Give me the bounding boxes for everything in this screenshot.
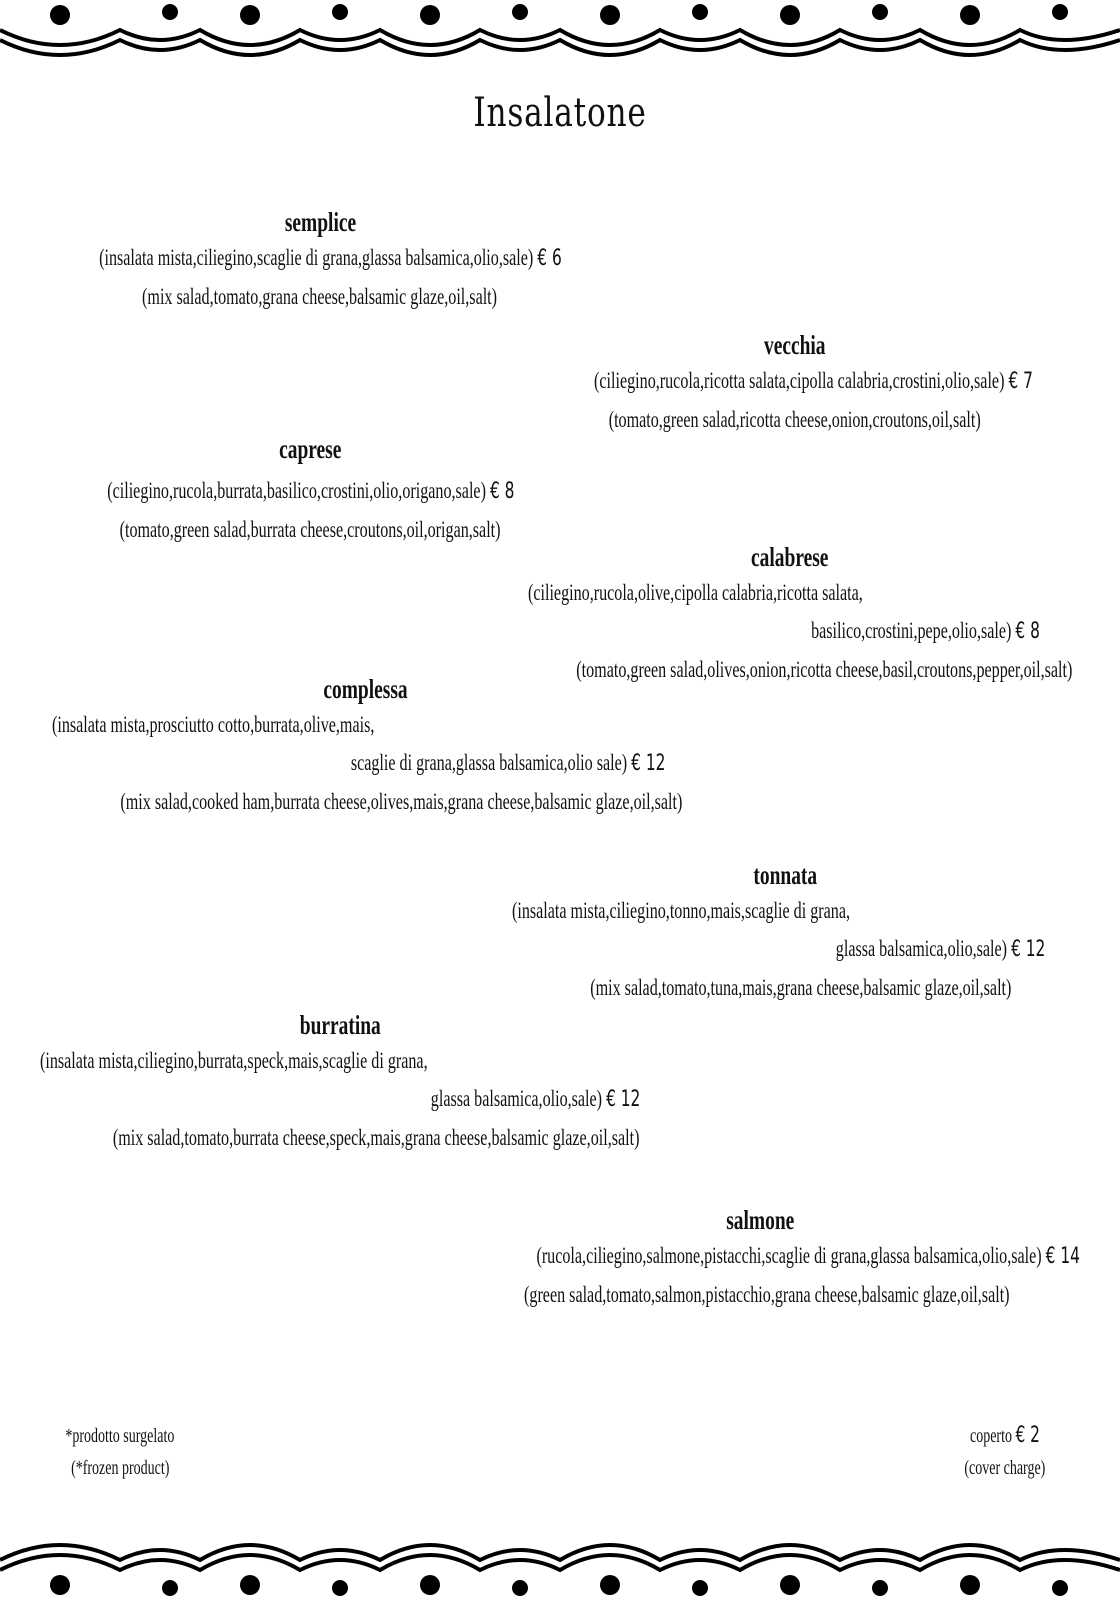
menu-item-burratina <box>0 1008 680 1157</box>
item-ingredients: (insalata mista,ciliegino,scaglie di grana,glassa balsamica,olio,sale) <box>99 245 534 270</box>
item-ingredients-cont: glassa balsamica,olio,sale) <box>430 1086 602 1111</box>
item-translation: (tomato,green salad,olives,onion,ricotta cheese,basil,croutons,pepper,oil,salt) <box>576 657 1073 682</box>
item-translation: (tomato,green salad,ricotta cheese,onion,croutons,oil,salt) <box>609 407 981 432</box>
ornamental-border-top <box>0 0 1120 60</box>
menu-item-vecchia <box>500 328 1090 439</box>
item-price: € 8 <box>489 479 515 504</box>
menu-item-salmone <box>420 1203 1100 1314</box>
item-ingredients: (ciliegino,rucola,olive,cipolla calabria,ricotta salata, <box>528 580 863 605</box>
menu-item-semplice <box>0 205 640 316</box>
cover-price: € 2 <box>1015 1423 1040 1448</box>
item-ingredients: (insalata mista,ciliegino,burrata,speck,mais,scaglie di grana, <box>40 1048 428 1073</box>
item-price: € 12 <box>630 751 665 776</box>
item-translation: (mix salad,cooked ham,burrata cheese,olives,mais,grana cheese,balsamic glaze,oil,salt) <box>120 789 683 814</box>
menu-item-complessa <box>0 672 730 821</box>
item-name: salmone <box>725 1205 795 1235</box>
item-name: semplice <box>284 207 356 237</box>
ornamental-border-bottom <box>0 1540 1120 1600</box>
item-ingredients: (insalata mista,prosciutto cotto,burrata,olive,mais, <box>52 712 375 737</box>
item-price: € 12 <box>605 1087 640 1112</box>
item-name: burratina <box>299 1010 381 1040</box>
item-price: € 14 <box>1045 1244 1080 1269</box>
item-price: € 8 <box>1015 619 1040 644</box>
item-name: tonnata <box>753 860 817 890</box>
item-name: complessa <box>322 674 408 704</box>
cover-charge: coperto € 2 (cover charge) <box>964 1423 1046 1479</box>
item-ingredients: (ciliegino,rucola,ricotta salata,cipolla calabria,crostini,olio,sale) <box>594 368 1005 393</box>
item-price: € 7 <box>1008 369 1033 394</box>
item-ingredients: (rucola,ciliegino,salmone,pistacchi,scaglie di grana,glassa balsamica,olio,sale) <box>536 1243 1042 1268</box>
menu-item-caprese <box>20 432 600 549</box>
page-title: Insalatone <box>473 90 647 136</box>
item-ingredients: (ciliegino,rucola,burrata,basilico,crostini,olio,origano,sale) <box>107 478 486 503</box>
item-ingredients-cont: basilico,crostini,pepe,olio,sale) <box>811 618 1012 643</box>
item-translation: (tomato,green salad,burrata cheese,croutons,oil,origan,salt) <box>119 517 501 542</box>
item-translation: (green salad,tomato,salmon,pistacchio,grana cheese,balsamic glaze,oil,salt) <box>524 1282 1010 1307</box>
item-price: € 12 <box>1010 937 1045 962</box>
item-translation: (mix salad,tomato,grana cheese,balsamic glaze,oil,salt) <box>142 284 498 309</box>
item-name: vecchia <box>764 330 826 360</box>
menu-item-calabrese <box>470 540 1110 689</box>
item-price: € 6 <box>537 246 562 271</box>
frozen-note: *prodotto surgelato (*frozen product) <box>65 1425 175 1479</box>
item-name: caprese <box>278 434 342 464</box>
item-translation: (mix salad,tomato,tuna,mais,grana cheese,balsamic glaze,oil,salt) <box>590 975 1012 1000</box>
item-translation: (mix salad,tomato,burrata cheese,speck,mais,grana cheese,balsamic glaze,oil,salt) <box>112 1125 640 1150</box>
item-ingredients-cont: scaglie di grana,glassa balsamica,olio sale) <box>350 750 627 775</box>
menu-item-tonnata <box>500 858 1070 1007</box>
item-ingredients: (insalata mista,ciliegino,tonno,mais,scaglie di grana, <box>512 898 851 923</box>
item-name: calabrese <box>751 542 829 572</box>
item-ingredients-cont: glassa balsamica,olio,sale) <box>835 936 1007 961</box>
